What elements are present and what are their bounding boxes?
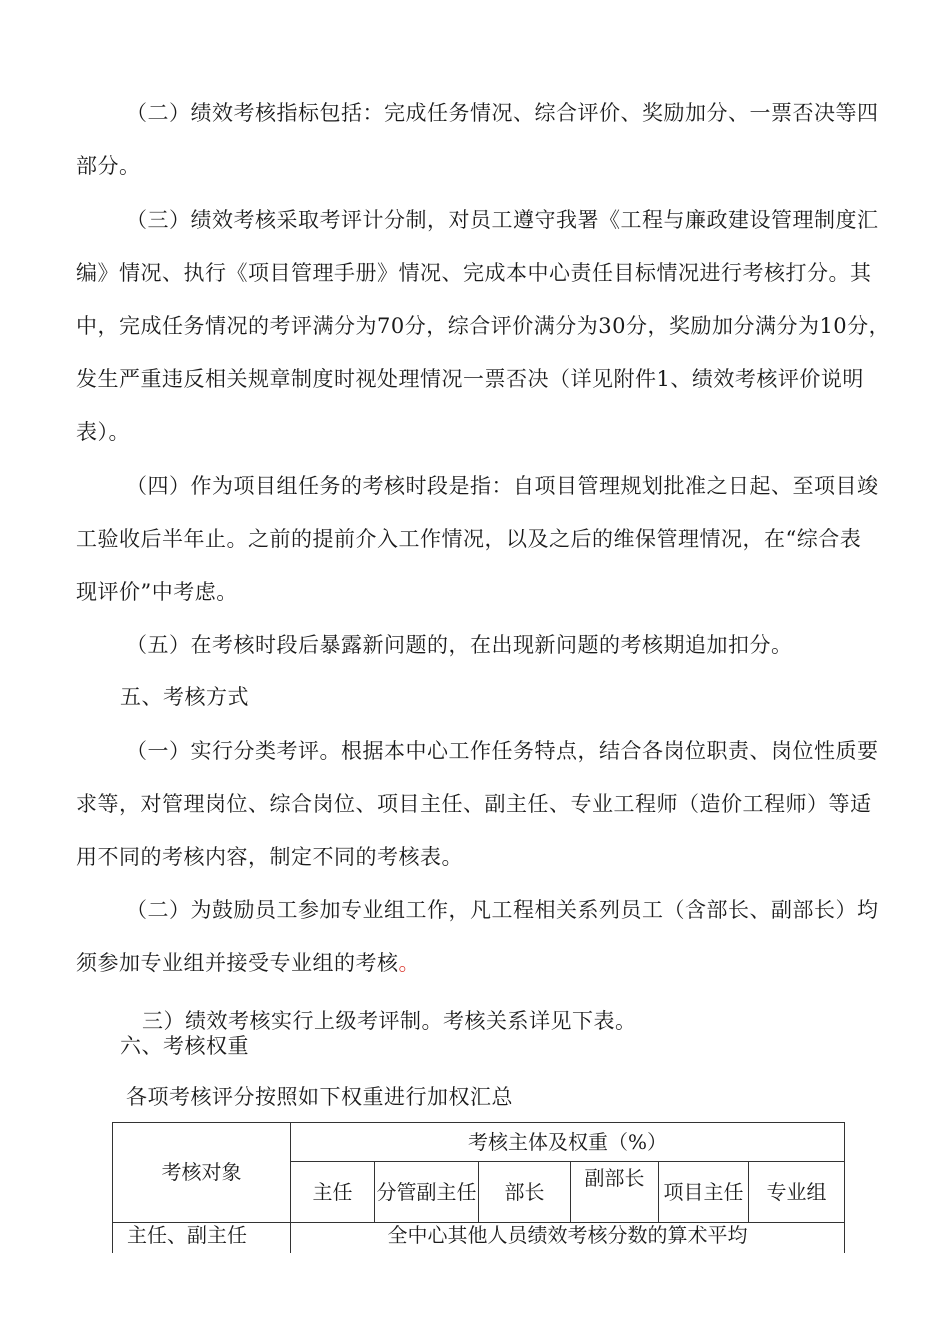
section-heading: 五、考核方式 [120,685,249,709]
paragraph-line: 三）绩效考核实行上级考评制。考核关系详见下表。 [142,1009,637,1033]
header-minister: 部长 [479,1162,571,1223]
paragraph-line: （五）在考核时段后暴露新问题的，在出现新问题的考核期追加扣分。 [126,633,793,657]
paragraph-line: （二）绩效考核指标包括：完成任务情况、综合评价、奖励加分、一票否决等四 [126,101,879,125]
row-value: 全中心其他人员绩效考核分数的算术平均 [291,1223,845,1254]
weights-table [112,1122,845,1253]
header-project-director: 项目主任 [659,1162,749,1223]
paragraph-line: 发生严重违反相关规章制度时视处理情况一票否决（详见附件1、绩效考核评价说明 [76,367,864,391]
paragraph-line: （四）作为项目组任务的考核时段是指：自项目管理规划批准之日起、至项目竣 [126,474,879,498]
paragraph-line: （三）绩效考核采取考评计分制，对员工遵守我署《工程与廉政建设管理制度汇 [126,208,879,232]
header-specialty-group: 专业组 [749,1162,845,1223]
section-heading: 六、考核权重 [120,1034,249,1058]
header-group: 考核主体及权重（%） [291,1123,845,1162]
header-director: 主任 [291,1162,375,1223]
paragraph-line [76,950,420,976]
paragraph-text: 须参加专业组并接受专业组的考核 [76,951,399,975]
paragraph-line: 用不同的考核内容，制定不同的考核表。 [76,845,463,869]
paragraph-line: 工验收后半年止。之前的提前介入工作情况，以及之后的维保管理情况，在“综合表 [76,527,862,551]
paragraph-line: 表）。 [76,420,130,444]
paragraph-line: 编》情况、执行《项目管理手册》情况、完成本中心责任目标情况进行考核打分。其 [76,261,872,285]
header-vice-minister: 副部长 [571,1162,659,1223]
header-target: 考核对象 [113,1123,291,1223]
paragraph-line: 中，完成任务情况的考评满分为70分，综合评价满分为30分，奖励加分满分为10分， [76,314,891,338]
paragraph-line: 部分。 [76,154,141,178]
paragraph-line: 求等，对管理岗位、综合岗位、项目主任、副主任、专业工程师（造价工程师）等适 [76,792,872,816]
paragraph-line: （一）实行分类考评。根据本中心工作任务特点，结合各岗位职责、岗位性质要 [126,739,879,763]
row-label: 主任、副主任 [113,1223,291,1254]
paragraph-line: 现评价”中考虑。 [76,580,238,604]
revision-mark: 。 [398,951,420,975]
paragraph-line: 各项考核评分按照如下权重进行加权汇总 [126,1085,513,1109]
header-deputy-director: 分管副主任 [375,1162,479,1223]
paragraph-line: （二）为鼓励员工参加专业组工作，凡工程相关系列员工（含部长、副部长）均 [126,898,879,922]
